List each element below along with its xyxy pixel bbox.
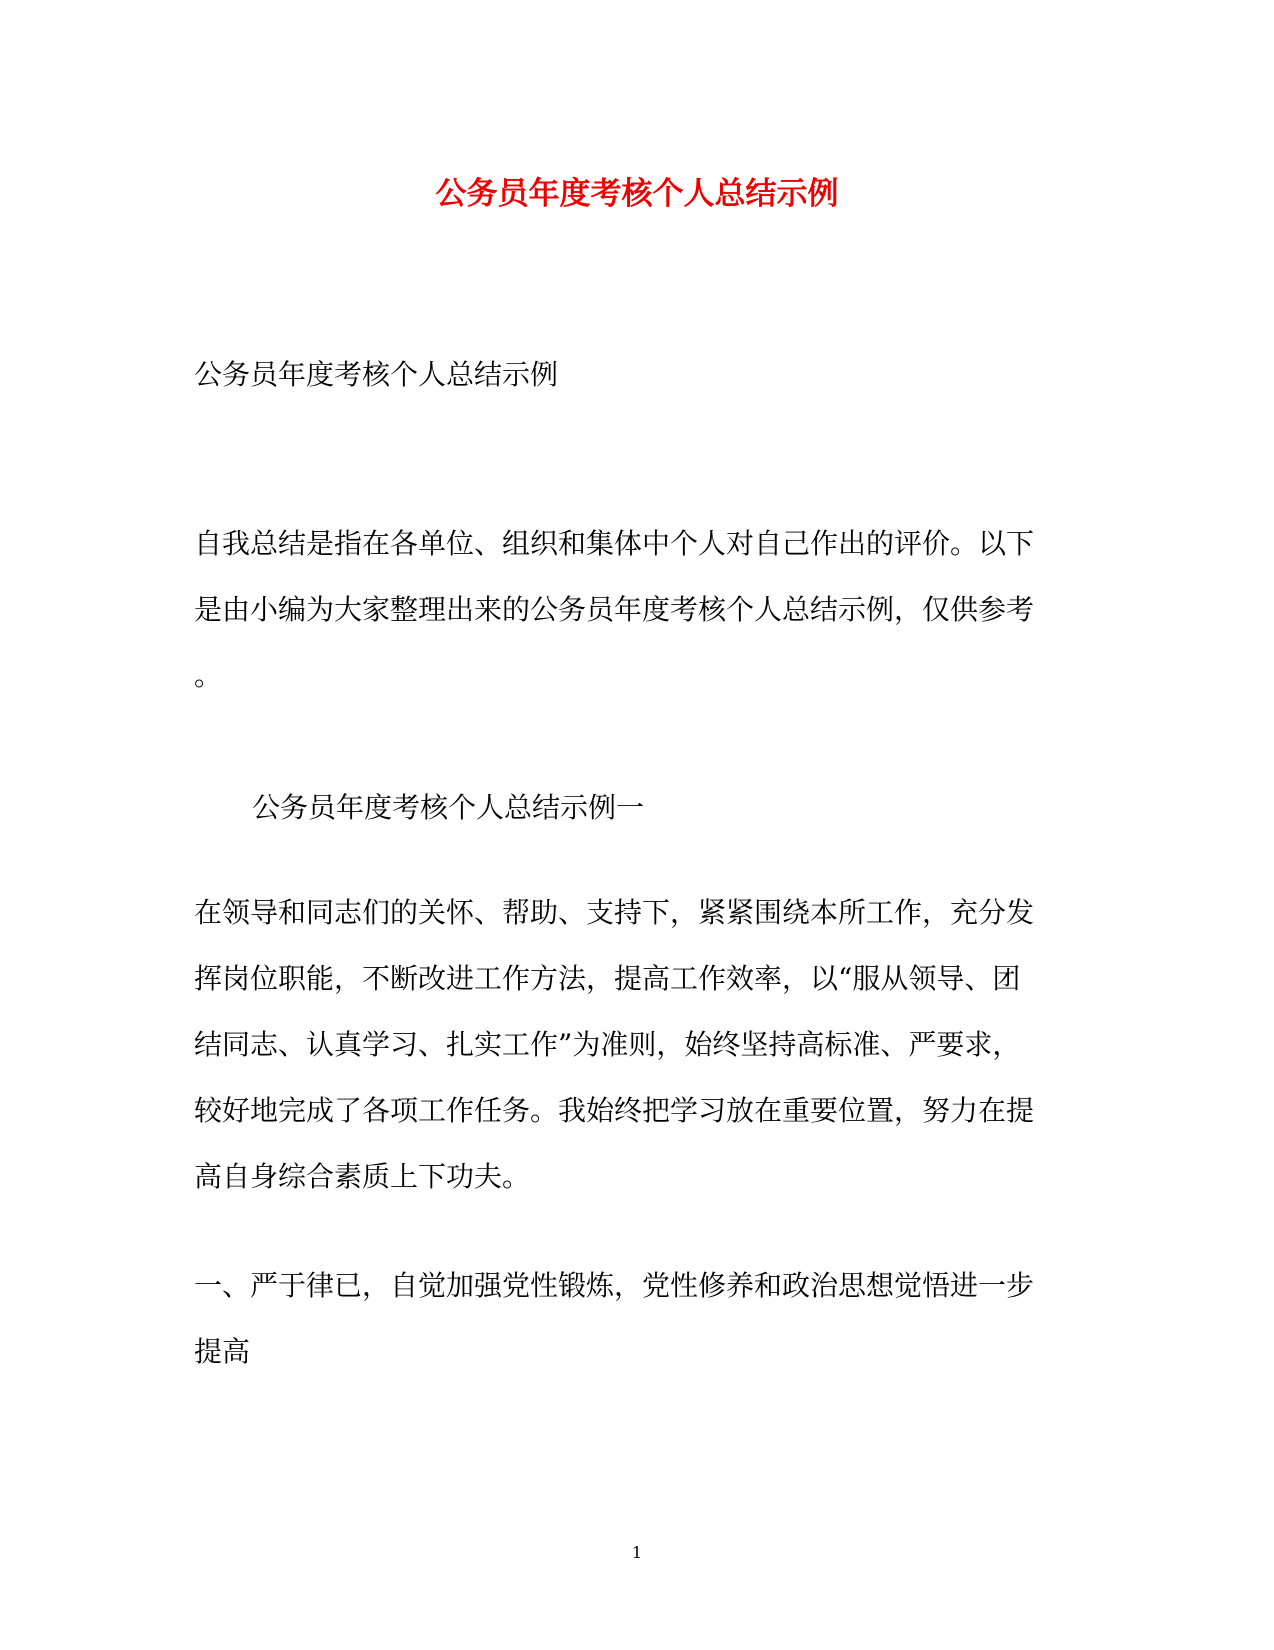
body-paragraph <box>194 880 1074 1210</box>
subtitle-line: 公务员年度考核个人总结示例 <box>194 358 559 391</box>
document-subtitle <box>194 342 1074 408</box>
intro-line-3: 。 <box>194 659 223 692</box>
body-line-5: 高自身综合素质上下功夫。 <box>194 1160 531 1193</box>
body-line-2: 挥岗位职能，不断改进工作方法，提高工作效率，以“服从领导、团 <box>194 962 1021 995</box>
intro-paragraph <box>194 511 1074 709</box>
point-one-line-2: 提高 <box>194 1335 251 1368</box>
body-line-1: 在领导和同志们的关怀、帮助、支持下，紧紧围绕本所工作，充分发 <box>194 896 1035 929</box>
point-one-paragraph <box>194 1253 1074 1385</box>
intro-line-2: 是由小编为大家整理出来的公务员年度考核个人总结示例，仅供参考 <box>194 593 1035 626</box>
section-heading <box>252 775 1132 841</box>
point-one-line-1: 一、严于律已，自觉加强党性锻炼，党性修养和政治思想觉悟进一步 <box>194 1269 1035 1302</box>
document-title: 公务员年度考核个人总结示例 <box>435 176 839 212</box>
body-line-3: 结同志、认真学习、扎实工作”为准则，始终坚持高标准、严要求， <box>194 1028 1021 1061</box>
section-heading-text: 公务员年度考核个人总结示例一 <box>252 791 645 824</box>
body-line-4: 较好地完成了各项工作任务。我始终把学习放在重要位置，努力在提 <box>194 1094 1035 1127</box>
intro-line-1: 自我总结是指在各单位、组织和集体中个人对自己作出的评价。以下 <box>194 527 1035 560</box>
page-number: 1 <box>631 1543 643 1562</box>
